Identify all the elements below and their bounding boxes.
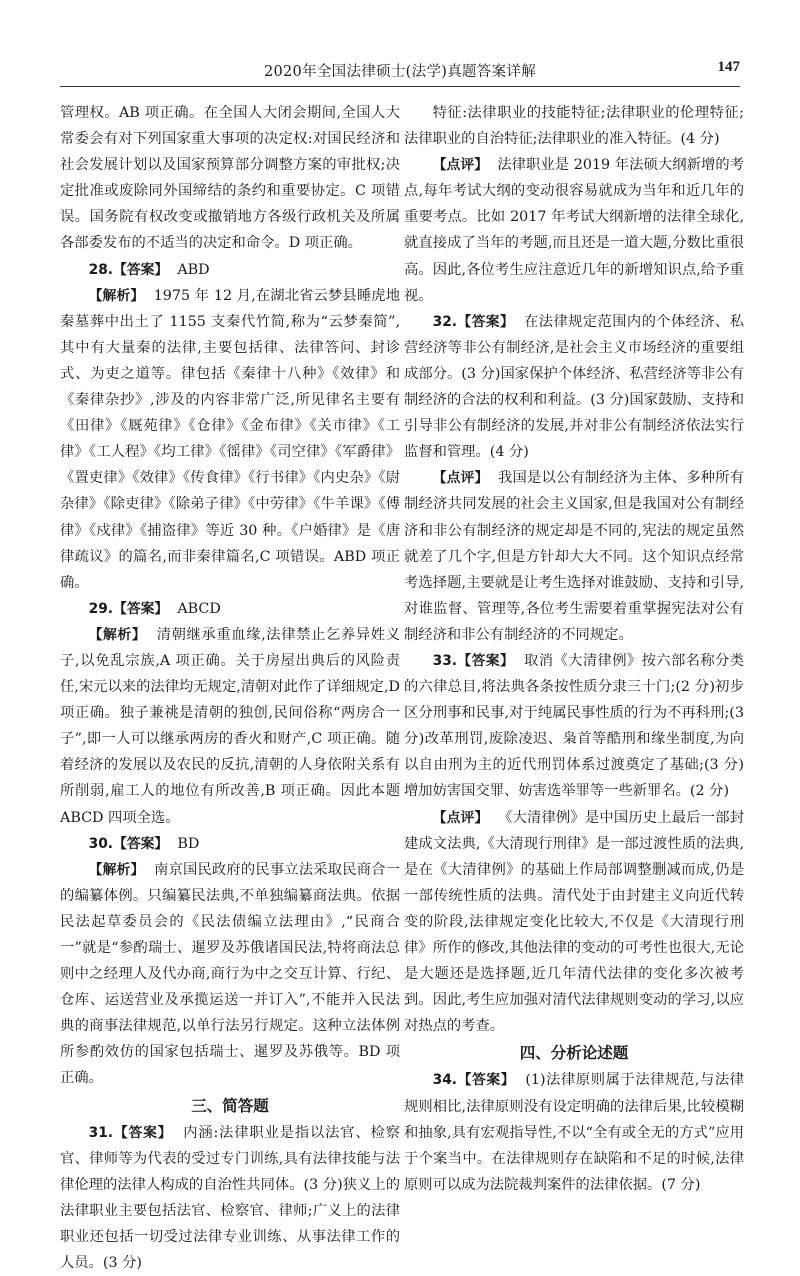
answer-label: 32.【答案】 [432,313,515,330]
analysis-text: 清朝继承重血缘,法律禁止乞养异姓义子,以免乱宗族,A 项正确。关于房屋出典后的风险责任,宋元以来的法律均无规定,清朝对此作了详细规定,D 项正确。独子兼祧是清朝的独创,民间俗称“两房合一子”,即一人可以继承两房的香火和财产,C 项正确。随着经济的发展以及农民的反抗,清朝的人身依附关系有所削弱,雇工人的地位有所改善,B 项正确。因此本题 ABCD 四项全选。 [60,626,401,826]
comment-label: 【点评】 [432,809,489,826]
answer-value: ABD [177,261,210,278]
analysis-30 [60,857,400,1092]
answer-label: 29.【答案】 [88,600,169,617]
answer-32 [404,309,744,466]
answer-label: 31.【答案】 [88,1124,173,1141]
comment-32 [404,465,744,648]
answer-34 [404,1067,744,1197]
comment-label: 【点评】 [432,157,489,174]
answer-text: 内涵:法律职业是指以法官、检察官、律师等为代表的受过专门训练,具有法律技能与法律伦理的法律人构成的自治性共同体。(3 分)狭义上的法律职业主要包括法官、检察官、律师;广义上的法律职业还包括一切受过法律专业训练、从事法律工作的人员。(3 分) [60,1124,400,1272]
paragraph-continued: 管理权。AB 项正确。在全国人大闭会期间,全国人大常委会有对下列国家重大事项的决定权:对国民经济和社会发展计划以及国家预算部分调整方案的审批权;决定批准或废除同外国缔结的条约和重要协定。C 项错误。国务院有权改变或撤销地方各级行政机关及所属各部委发布的不适当的决定和命令。D 项正确。 [60,105,400,252]
answer-29 [60,596,400,622]
analysis-label: 【解析】 [88,626,147,643]
section-heading-analysis: 四、分析论述题 [519,1044,629,1063]
answer-28 [60,257,400,283]
answer-value: ABCD [177,600,221,617]
paragraph-continued: 特征:法律职业的技能特征;法律职业的伦理特征;法律职业的自治特征;法律职业的准入特征。(4 分) [404,105,744,148]
answer-value: BD [177,835,200,852]
running-title: 2020年全国法律硕士(法学)真题答案详解 [263,64,536,80]
comment-label: 【点评】 [432,470,489,487]
answer-33 [404,648,744,805]
answer-30 [60,831,400,857]
answer-label: 30.【答案】 [88,835,169,852]
answer-text: 在法律规定范围内的个体经济、私营经济等非公有制经济,是社会主义市场经济的重要组成部分。(3 分)国家保护个体经济、私营经济等非公有制经济的合法的权利和利益。(3 分)国家鼓励、支持和引导非公有制经济的发展,并对非公有制经济依法实行监督和管理。(4 分) [404,313,744,461]
comment-text: 法律职业是 2019 年法硕大纲新增的考点,每年考试大纲的变动很容易就成为当年和近几年的重要考点。比如 2017 年考试大纲新增的法律全球化,就直接成了当年的考题,而且还是一道大题,分数比重很高。因此,各位考生应注意近几年的新增知识点,给予重视。 [404,157,745,304]
page-header [60,56,740,87]
answer-text: (1)法律原则属于法律规范,与法律规则相比,法律原则没有设定明确的法律后果,比较模糊和抽象,具有宏观指导性,不以“全有或全无的方式”应用于个案当中。在法律规则存在缺陷和不足的时候,法律原则可以成为法院裁判案件的法律依据。(7 分) [404,1072,744,1193]
answer-text: 取消《大清律例》按六部名称分类的六律总目,将法典各条按性质分隶三十门;(2 分)初步区分刑事和民事,对于纯属民事性质的行为不再科刑;(3 分)改革刑罚,废除凌迟、枭首等酷刑和缘坐制度,为向以自由刑为主的近代刑罚体系过渡奠定了基础;(3 分)增加妨害国交罪、妨害选举罪等一些新罪名。(2 分) [404,652,744,800]
answer-label: 28.【答案】 [88,261,169,278]
analysis-28 [60,283,400,596]
answer-label: 34.【答案】 [432,1072,516,1089]
answer-label: 33.【答案】 [432,652,515,669]
analysis-text: 1975 年 12 月,在湖北省云梦县睡虎地秦墓葬中出土了 1155 支秦代竹简,称为“云梦秦简”,其中有大量秦的法律,主要包括律、法律答问、封诊式、为吏之道等。律包括《秦律十八种》《效律》和《秦律杂抄》,涉及的内容非常广泛,所见律名主要有《田律》《厩苑律》《仓律》《金布律》《关市律》《工律》《工人程》《均工律》《徭律》《司空律》《军爵律》《置吏律》《效律》《传食律》《行书律》《内史杂》《尉杂律》《除吏律》《除弟子律》《中劳律》《牛羊课》《傅律》《戍律》《捕盗律》等近 30 种。《户婚律》是《唐律疏议》的篇名,而非秦律篇名,C 项错误。ABD 项正确。 [60,287,401,591]
analysis-label: 【解析】 [88,287,145,304]
section-heading-short-answer: 三、简答题 [191,1096,269,1115]
right-column [404,100,744,1198]
page-number: 147 [717,59,740,75]
analysis-label: 【解析】 [88,861,145,878]
analysis-text: 南京国民政府的民事立法采取民商合一的编纂体例。只编纂民法典,不单独编纂商法典。依据民法起草委员会的《民法债编立法理由》,“民商合一”就是“参酌瑞士、暹罗及苏俄诸国民法,特将商法总则中之经理人及代办商,商行为中之交互计算、行纪、仓库、运送营业及承揽运送一并订入”,不能并入民法典的商事法律规范,以单行法另行规定。这种立法体例所参酌效仿的国家包括瑞士、暹罗及苏俄等。BD 项正确。 [60,861,401,1087]
analysis-29 [60,622,400,831]
answer-31 [60,1120,400,1276]
left-column [60,100,400,1276]
comment-text: 我国是以公有制经济为主体、多种所有制经济共同发展的社会主义国家,但是我国对公有制经济和非公有制经济的规定却是不同的,宪法的规定虽然就差了几个字,但是方针却大大不同。这个知识点经常考选择题,主要就是让考生选择对谁鼓励、支持和引导,对谁监督、管理等,各位考生需要着重掌握宪法对公有制经济和非公有制经济的不同规定。 [404,470,745,643]
comment-33 [404,805,744,1040]
comment-text: 《大清律例》是中国历史上最后一部封建成文法典,《大清现行刑律》是一部过渡性质的法典,是在《大清律例》的基础上作局部调整删减而成,仍是一部传统性质的法典。清代处于由封建主义向近代转变的阶段,法律规定变化比较大,不仅是《大清现行刑律》所作的修改,其他法律的变动的可考性也很大,无论是大题还是选择题,近几年清代法律的变化多次被考到。因此,考生应加强对清代法律规则变动的学习,以应对热点的考查。 [404,809,745,1035]
comment-31 [404,152,744,309]
